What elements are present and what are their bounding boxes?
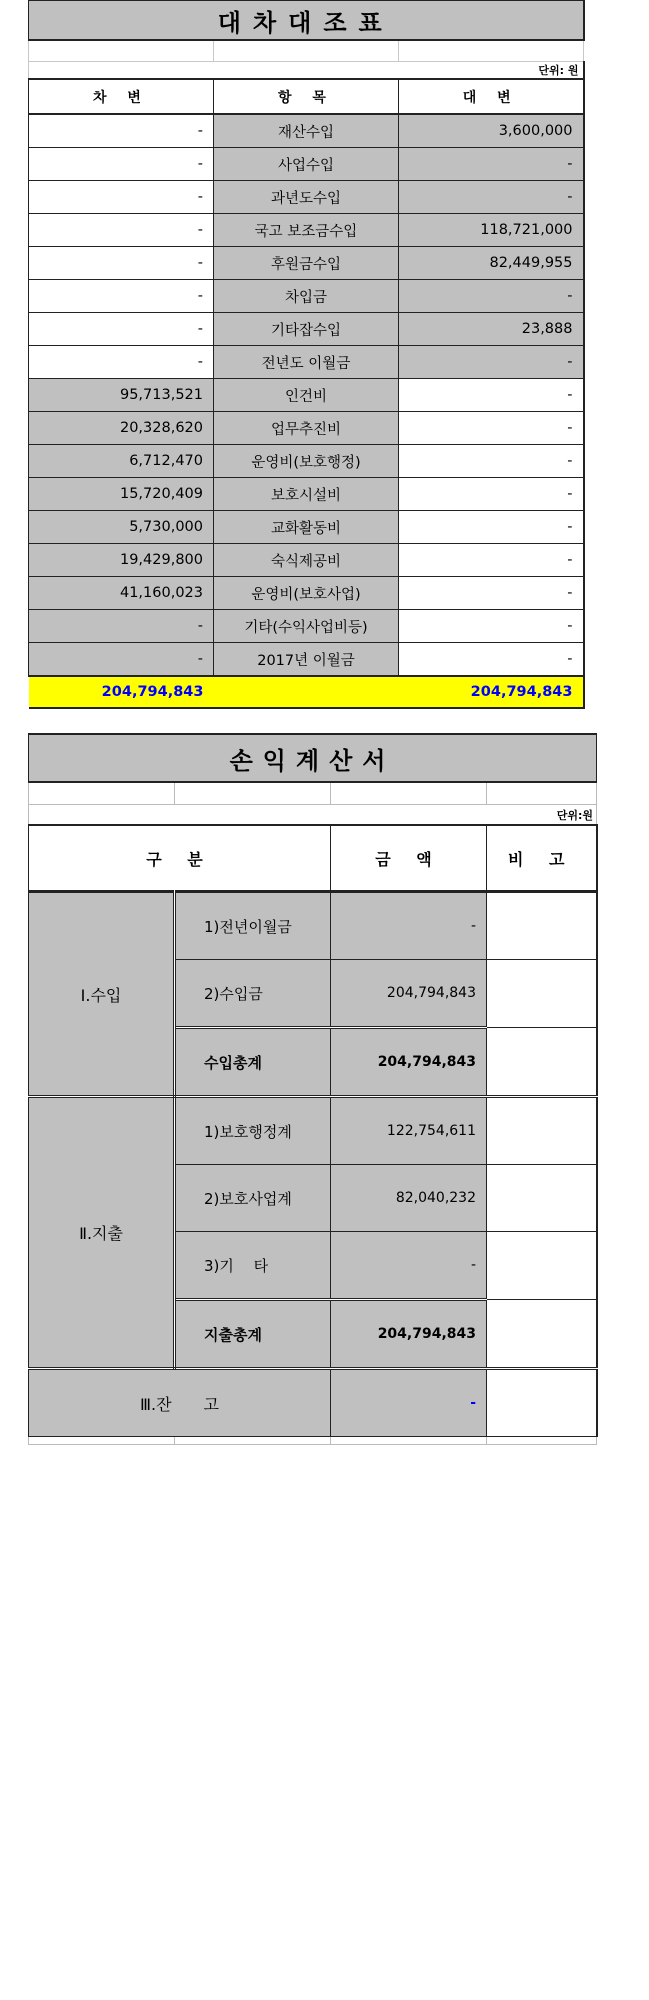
expense-item-label: 2)보호사업계 [175, 1165, 331, 1232]
blank-cell [331, 1437, 487, 1445]
unit-row [29, 805, 597, 826]
balance-sheet-row [29, 610, 584, 643]
expense-total-note [487, 1300, 597, 1369]
item-cell: 후원금수입 [214, 247, 399, 280]
credit-cell: 118,721,000 [399, 214, 584, 247]
item-cell: 재산수입 [214, 114, 399, 148]
credit-cell: - [399, 511, 584, 544]
blank-cell [399, 40, 584, 62]
balance-label: Ⅲ.잔 고 [29, 1369, 331, 1437]
expense-total-amount: 204,794,843 [331, 1300, 487, 1369]
debit-cell: 15,720,409 [29, 478, 214, 511]
debit-cell: - [29, 214, 214, 247]
credit-cell: - [399, 544, 584, 577]
blank-cell [29, 40, 214, 62]
blank-cell [487, 782, 597, 805]
debit-cell: 41,160,023 [29, 577, 214, 610]
credit-cell: - [399, 577, 584, 610]
income-item-label: 2)수입금 [175, 960, 331, 1028]
blank-cell [175, 1437, 331, 1445]
debit-cell: 19,429,800 [29, 544, 214, 577]
debit-cell: - [29, 181, 214, 214]
income-statement-header [29, 825, 597, 892]
balance-sheet-title: 대차대조표 [29, 1, 584, 41]
income-item-amount: 204,794,843 [331, 960, 487, 1028]
item-cell: 인건비 [214, 379, 399, 412]
item-cell: 기타(수익사업비등) [214, 610, 399, 643]
blank-cell [175, 782, 331, 805]
debit-cell: - [29, 148, 214, 181]
header-credit: 대 변 [399, 79, 584, 114]
expense-group-label: Ⅱ.지출 [29, 1097, 175, 1369]
credit-cell: - [399, 346, 584, 379]
balance-sheet-row [29, 214, 584, 247]
balance-sheet [28, 0, 585, 709]
debit-cell: - [29, 247, 214, 280]
item-cell: 업무추진비 [214, 412, 399, 445]
balance-sheet-row [29, 544, 584, 577]
blank-row [29, 40, 584, 62]
item-cell: 전년도 이월금 [214, 346, 399, 379]
header-debit: 차 변 [29, 79, 214, 114]
balance-sheet-row [29, 445, 584, 478]
total-credit: 204,794,843 [399, 676, 584, 708]
income-item-amount: - [331, 892, 487, 960]
expense-item-label: 3)기 타 [175, 1232, 331, 1300]
expense-total-label: 지출총계 [175, 1300, 331, 1369]
debit-cell: - [29, 643, 214, 677]
expense-item-label: 1)보호행정계 [175, 1097, 331, 1165]
debit-cell: 20,328,620 [29, 412, 214, 445]
unit-label: 단위: 원 [29, 62, 584, 80]
debit-cell: - [29, 114, 214, 148]
expense-item-amount: 82,040,232 [331, 1165, 487, 1232]
credit-cell: - [399, 379, 584, 412]
debit-cell: - [29, 280, 214, 313]
credit-cell: 23,888 [399, 313, 584, 346]
debit-cell: 6,712,470 [29, 445, 214, 478]
balance-note [487, 1369, 597, 1437]
balance-sheet-row [29, 247, 584, 280]
unit-label: 단위:원 [29, 805, 597, 826]
income-total-note [487, 1028, 597, 1097]
blank-cell [29, 1437, 175, 1445]
debit-cell: - [29, 610, 214, 643]
balance-sheet-row [29, 478, 584, 511]
income-total-amount: 204,794,843 [331, 1028, 487, 1097]
expense-item-amount: - [331, 1232, 487, 1300]
expense-item-note [487, 1097, 597, 1165]
debit-cell: 5,730,000 [29, 511, 214, 544]
income-row [29, 892, 597, 960]
blank-cell [214, 40, 399, 62]
expense-row [29, 1097, 597, 1165]
expense-item-note [487, 1165, 597, 1232]
balance-sheet-header [29, 79, 584, 114]
blank-row [29, 782, 597, 805]
balance-sheet-row [29, 346, 584, 379]
credit-cell: 82,449,955 [399, 247, 584, 280]
header-amount: 금 액 [331, 825, 487, 892]
item-cell: 차입금 [214, 280, 399, 313]
income-statement-title: 손익계산서 [29, 734, 597, 782]
balance-sheet-body [29, 114, 584, 676]
balance-sheet-row [29, 511, 584, 544]
credit-cell: - [399, 610, 584, 643]
debit-cell: - [29, 346, 214, 379]
balance-sheet-row [29, 148, 584, 181]
header-note: 비 고 [487, 825, 597, 892]
item-cell: 기타잡수입 [214, 313, 399, 346]
unit-row [29, 62, 584, 80]
balance-sheet-row [29, 379, 584, 412]
debit-cell: 95,713,521 [29, 379, 214, 412]
income-statement-title-row [29, 734, 597, 782]
balance-amount: - [331, 1369, 487, 1437]
expense-item-note [487, 1232, 597, 1300]
expense-item-amount: 122,754,611 [331, 1097, 487, 1165]
credit-cell: - [399, 643, 584, 677]
balance-row [29, 1369, 597, 1437]
total-item [214, 676, 399, 708]
item-cell: 2017년 이월금 [214, 643, 399, 677]
balance-sheet-title-row [29, 1, 584, 41]
debit-cell: - [29, 313, 214, 346]
blank-cell [487, 1437, 597, 1445]
credit-cell: - [399, 280, 584, 313]
balance-sheet-row [29, 643, 584, 677]
tail-row [29, 1437, 597, 1445]
income-statement [28, 733, 598, 1445]
item-cell: 국고 보조금수입 [214, 214, 399, 247]
total-debit: 204,794,843 [29, 676, 214, 708]
balance-sheet-row [29, 412, 584, 445]
income-item-note [487, 892, 597, 960]
balance-sheet-row [29, 577, 584, 610]
balance-sheet-row [29, 313, 584, 346]
income-total-label: 수입총계 [175, 1028, 331, 1097]
credit-cell: - [399, 412, 584, 445]
item-cell: 운영비(보호사업) [214, 577, 399, 610]
balance-sheet-total-row [29, 676, 584, 708]
item-cell: 교화활동비 [214, 511, 399, 544]
item-cell: 숙식제공비 [214, 544, 399, 577]
credit-cell: - [399, 181, 584, 214]
balance-sheet-row [29, 114, 584, 148]
header-category: 구 분 [29, 825, 331, 892]
balance-sheet-row [29, 280, 584, 313]
credit-cell: - [399, 148, 584, 181]
blank-cell [331, 782, 487, 805]
item-cell: 운영비(보호행정) [214, 445, 399, 478]
income-item-note [487, 960, 597, 1028]
credit-cell: - [399, 445, 584, 478]
income-group-label: Ⅰ.수입 [29, 892, 175, 1097]
blank-cell [29, 782, 175, 805]
income-item-label: 1)전년이월금 [175, 892, 331, 960]
balance-sheet-row [29, 181, 584, 214]
item-cell: 과년도수입 [214, 181, 399, 214]
credit-cell: 3,600,000 [399, 114, 584, 148]
item-cell: 사업수입 [214, 148, 399, 181]
header-item: 항 목 [214, 79, 399, 114]
item-cell: 보호시설비 [214, 478, 399, 511]
credit-cell: - [399, 478, 584, 511]
